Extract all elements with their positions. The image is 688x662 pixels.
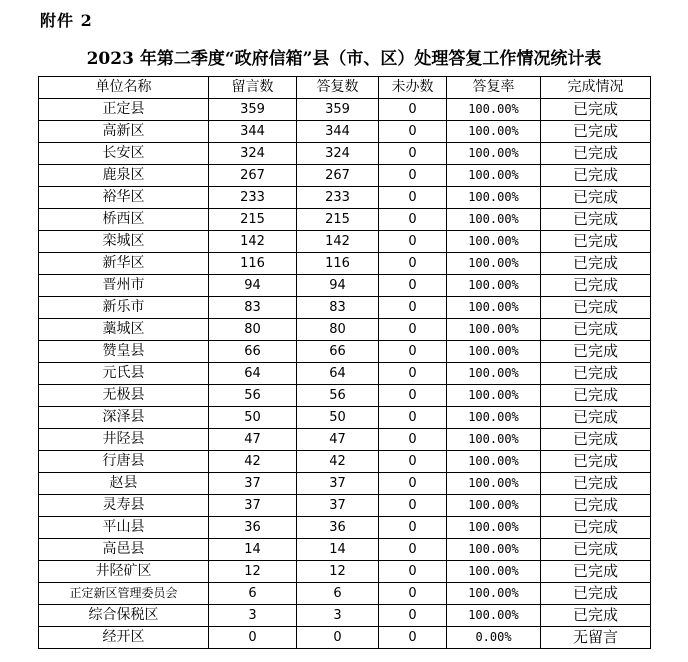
- completion-status-cell: 已完成: [541, 363, 651, 385]
- unit-cell: 晋州市: [39, 275, 209, 297]
- completion-status-cell: 已完成: [541, 561, 651, 583]
- message-count-cell: 42: [209, 451, 297, 473]
- pending-count-cell: 0: [379, 561, 447, 583]
- completion-status-cell: 已完成: [541, 319, 651, 341]
- table-row: [39, 561, 651, 583]
- pending-count-cell: 0: [379, 517, 447, 539]
- reply-rate-cell: 100.00%: [447, 99, 541, 121]
- table-row: [39, 627, 651, 649]
- completion-status-cell: 已完成: [541, 143, 651, 165]
- reply-rate-cell: 100.00%: [447, 451, 541, 473]
- completion-status-cell: 已完成: [541, 209, 651, 231]
- unit-cell: 综合保税区: [39, 605, 209, 627]
- message-count-cell: 116: [209, 253, 297, 275]
- pending-count-cell: 0: [379, 275, 447, 297]
- table-row: [39, 209, 651, 231]
- message-count-cell: 37: [209, 495, 297, 517]
- pending-count-cell: 0: [379, 165, 447, 187]
- pending-count-cell: 0: [379, 143, 447, 165]
- pending-count-cell: 0: [379, 495, 447, 517]
- completion-status-cell: 无留言: [541, 627, 651, 649]
- table-row: [39, 473, 651, 495]
- pending-count-cell: 0: [379, 583, 447, 605]
- completion-status-cell: 已完成: [541, 407, 651, 429]
- reply-count-cell: 324: [297, 143, 379, 165]
- completion-status-cell: 已完成: [541, 495, 651, 517]
- message-count-cell: 324: [209, 143, 297, 165]
- unit-cell: 平山县: [39, 517, 209, 539]
- completion-status-cell: 已完成: [541, 605, 651, 627]
- unit-cell: 行唐县: [39, 451, 209, 473]
- pending-count-cell: 0: [379, 121, 447, 143]
- completion-status-cell: 已完成: [541, 253, 651, 275]
- reply-rate-cell: 0.00%: [447, 627, 541, 649]
- pending-count-cell: 0: [379, 473, 447, 495]
- header-reply-rate: 答复率: [447, 77, 541, 99]
- reply-count-cell: 344: [297, 121, 379, 143]
- table-row: [39, 187, 651, 209]
- pending-count-cell: 0: [379, 297, 447, 319]
- header-completion-status: 完成情况: [541, 77, 651, 99]
- table-row: [39, 341, 651, 363]
- reply-count-cell: 80: [297, 319, 379, 341]
- pending-count-cell: 0: [379, 319, 447, 341]
- message-count-cell: 267: [209, 165, 297, 187]
- table-row: [39, 385, 651, 407]
- pending-count-cell: 0: [379, 407, 447, 429]
- reply-rate-cell: 100.00%: [447, 209, 541, 231]
- table-row: [39, 143, 651, 165]
- pending-count-cell: 0: [379, 605, 447, 627]
- reply-rate-cell: 100.00%: [447, 275, 541, 297]
- message-count-cell: 83: [209, 297, 297, 319]
- table-row: [39, 275, 651, 297]
- unit-cell: 灵寿县: [39, 495, 209, 517]
- reply-rate-cell: 100.00%: [447, 605, 541, 627]
- unit-cell: 藁城区: [39, 319, 209, 341]
- reply-rate-cell: 100.00%: [447, 385, 541, 407]
- unit-cell: 鹿泉区: [39, 165, 209, 187]
- header-pending-count: 未办数: [379, 77, 447, 99]
- message-count-cell: 344: [209, 121, 297, 143]
- table-body: [39, 99, 651, 649]
- reply-count-cell: 64: [297, 363, 379, 385]
- document-title: 2023 年第二季度“政府信箱”县（市、区）处理答复工作情况统计表: [86, 49, 602, 69]
- reply-rate-cell: 100.00%: [447, 561, 541, 583]
- completion-status-cell: 已完成: [541, 341, 651, 363]
- unit-cell: 新华区: [39, 253, 209, 275]
- completion-status-cell: 已完成: [541, 99, 651, 121]
- unit-cell: 赞皇县: [39, 341, 209, 363]
- pending-count-cell: 0: [379, 627, 447, 649]
- table-row: [39, 539, 651, 561]
- completion-status-cell: 已完成: [541, 451, 651, 473]
- reply-count-cell: 37: [297, 473, 379, 495]
- reply-count-cell: 42: [297, 451, 379, 473]
- unit-cell: 桥西区: [39, 209, 209, 231]
- reply-count-cell: 83: [297, 297, 379, 319]
- reply-count-cell: 50: [297, 407, 379, 429]
- table-row: [39, 583, 651, 605]
- completion-status-cell: 已完成: [541, 187, 651, 209]
- header-message-count: 留言数: [209, 77, 297, 99]
- pending-count-cell: 0: [379, 231, 447, 253]
- reply-rate-cell: 100.00%: [447, 319, 541, 341]
- reply-count-cell: 66: [297, 341, 379, 363]
- unit-cell: 长安区: [39, 143, 209, 165]
- reply-rate-cell: 100.00%: [447, 165, 541, 187]
- message-count-cell: 66: [209, 341, 297, 363]
- reply-count-cell: 37: [297, 495, 379, 517]
- reply-count-cell: 12: [297, 561, 379, 583]
- unit-cell: 元氏县: [39, 363, 209, 385]
- reply-count-cell: 14: [297, 539, 379, 561]
- message-count-cell: 37: [209, 473, 297, 495]
- table-row: [39, 121, 651, 143]
- reply-rate-cell: 100.00%: [447, 341, 541, 363]
- completion-status-cell: 已完成: [541, 517, 651, 539]
- message-count-cell: 36: [209, 517, 297, 539]
- reply-rate-cell: 100.00%: [447, 495, 541, 517]
- completion-status-cell: 已完成: [541, 165, 651, 187]
- unit-cell: 正定县: [39, 99, 209, 121]
- table-row: [39, 429, 651, 451]
- statistics-table: [38, 76, 651, 649]
- reply-count-cell: 215: [297, 209, 379, 231]
- reply-rate-cell: 100.00%: [447, 407, 541, 429]
- reply-rate-cell: 100.00%: [447, 429, 541, 451]
- reply-count-cell: 0: [297, 627, 379, 649]
- reply-rate-cell: 100.00%: [447, 297, 541, 319]
- unit-cell: 高邑县: [39, 539, 209, 561]
- reply-rate-cell: 100.00%: [447, 253, 541, 275]
- message-count-cell: 359: [209, 99, 297, 121]
- attachment-label: 附件 2: [40, 11, 93, 30]
- reply-count-cell: 233: [297, 187, 379, 209]
- pending-count-cell: 0: [379, 187, 447, 209]
- unit-cell: 裕华区: [39, 187, 209, 209]
- message-count-cell: 215: [209, 209, 297, 231]
- reply-count-cell: 116: [297, 253, 379, 275]
- message-count-cell: 94: [209, 275, 297, 297]
- pending-count-cell: 0: [379, 385, 447, 407]
- unit-cell: 正定新区管理委员会: [39, 583, 209, 605]
- completion-status-cell: 已完成: [541, 121, 651, 143]
- header-unit-name: 单位名称: [39, 77, 209, 99]
- table-row: [39, 451, 651, 473]
- pending-count-cell: 0: [379, 99, 447, 121]
- reply-rate-cell: 100.00%: [447, 539, 541, 561]
- reply-count-cell: 3: [297, 605, 379, 627]
- message-count-cell: 50: [209, 407, 297, 429]
- table-row: [39, 165, 651, 187]
- message-count-cell: 56: [209, 385, 297, 407]
- table-row: [39, 99, 651, 121]
- table-row: [39, 297, 651, 319]
- table-row: [39, 319, 651, 341]
- completion-status-cell: 已完成: [541, 539, 651, 561]
- unit-cell: 赵县: [39, 473, 209, 495]
- unit-cell: 栾城区: [39, 231, 209, 253]
- completion-status-cell: 已完成: [541, 473, 651, 495]
- completion-status-cell: 已完成: [541, 429, 651, 451]
- reply-count-cell: 6: [297, 583, 379, 605]
- table-row: [39, 253, 651, 275]
- table-row: [39, 363, 651, 385]
- reply-rate-cell: 100.00%: [447, 231, 541, 253]
- unit-cell: 井陉县: [39, 429, 209, 451]
- reply-count-cell: 267: [297, 165, 379, 187]
- reply-count-cell: 56: [297, 385, 379, 407]
- table-row: [39, 517, 651, 539]
- reply-count-cell: 36: [297, 517, 379, 539]
- reply-rate-cell: 100.00%: [447, 143, 541, 165]
- completion-status-cell: 已完成: [541, 385, 651, 407]
- unit-cell: 新乐市: [39, 297, 209, 319]
- table-row: [39, 231, 651, 253]
- reply-count-cell: 359: [297, 99, 379, 121]
- reply-rate-cell: 100.00%: [447, 363, 541, 385]
- message-count-cell: 64: [209, 363, 297, 385]
- reply-rate-cell: 100.00%: [447, 187, 541, 209]
- table-row: [39, 495, 651, 517]
- reply-rate-cell: 100.00%: [447, 121, 541, 143]
- pending-count-cell: 0: [379, 209, 447, 231]
- unit-cell: 高新区: [39, 121, 209, 143]
- unit-cell: 无极县: [39, 385, 209, 407]
- unit-cell: 经开区: [39, 627, 209, 649]
- completion-status-cell: 已完成: [541, 275, 651, 297]
- message-count-cell: 3: [209, 605, 297, 627]
- reply-rate-cell: 100.00%: [447, 517, 541, 539]
- completion-status-cell: 已完成: [541, 231, 651, 253]
- message-count-cell: 6: [209, 583, 297, 605]
- table-row: [39, 407, 651, 429]
- pending-count-cell: 0: [379, 429, 447, 451]
- completion-status-cell: 已完成: [541, 297, 651, 319]
- pending-count-cell: 0: [379, 451, 447, 473]
- completion-status-cell: 已完成: [541, 583, 651, 605]
- message-count-cell: 14: [209, 539, 297, 561]
- message-count-cell: 0: [209, 627, 297, 649]
- unit-cell: 深泽县: [39, 407, 209, 429]
- message-count-cell: 80: [209, 319, 297, 341]
- header-reply-count: 答复数: [297, 77, 379, 99]
- pending-count-cell: 0: [379, 363, 447, 385]
- reply-rate-cell: 100.00%: [447, 583, 541, 605]
- reply-count-cell: 94: [297, 275, 379, 297]
- reply-rate-cell: 100.00%: [447, 473, 541, 495]
- pending-count-cell: 0: [379, 253, 447, 275]
- unit-cell: 井陉矿区: [39, 561, 209, 583]
- reply-count-cell: 47: [297, 429, 379, 451]
- message-count-cell: 12: [209, 561, 297, 583]
- pending-count-cell: 0: [379, 539, 447, 561]
- reply-count-cell: 142: [297, 231, 379, 253]
- message-count-cell: 142: [209, 231, 297, 253]
- message-count-cell: 47: [209, 429, 297, 451]
- message-count-cell: 233: [209, 187, 297, 209]
- table-row: [39, 605, 651, 627]
- pending-count-cell: 0: [379, 341, 447, 363]
- table-header-row: [39, 77, 651, 99]
